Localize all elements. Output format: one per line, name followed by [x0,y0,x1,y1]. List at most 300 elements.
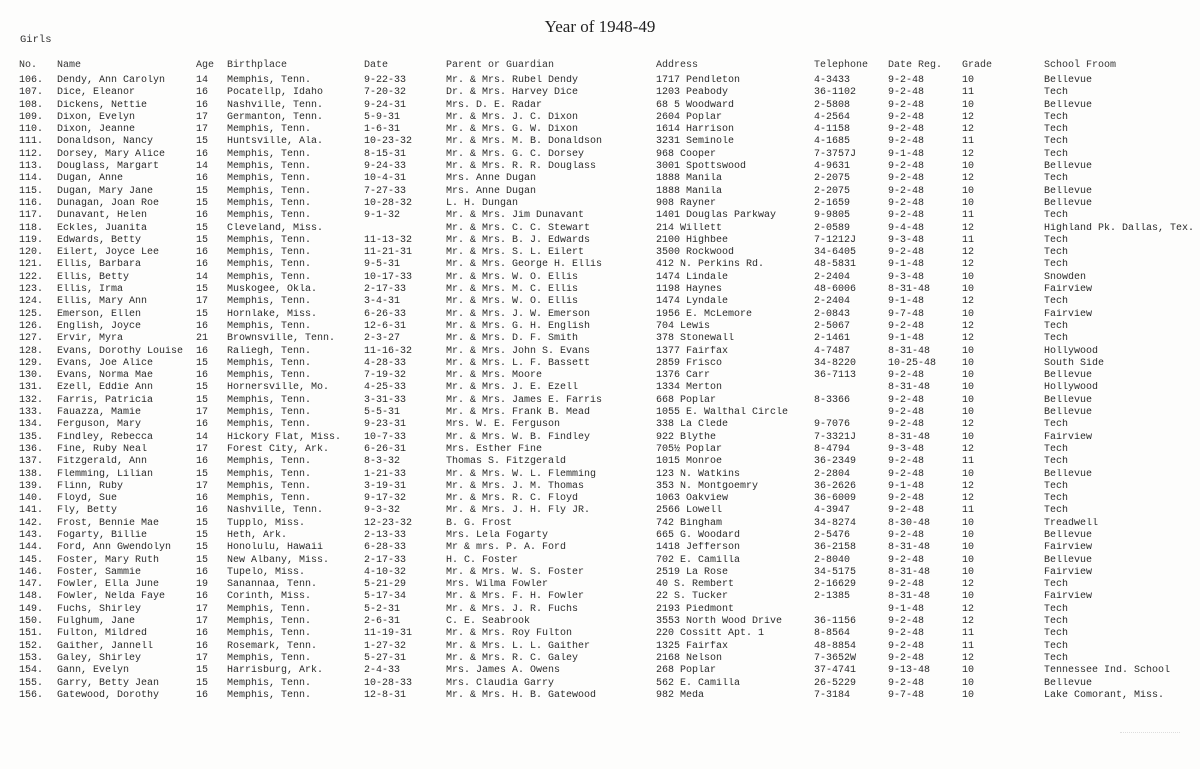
cell-no: 156. [19,689,44,701]
cell-date: 2-13-33 [364,529,407,541]
cell-school: Tech [1044,419,1069,431]
cell-telephone: 4-7487 [814,345,851,357]
cell-date: 10-7-33 [364,431,407,443]
cell-name: Farris, Patricia [57,394,154,406]
cell-address: 1614 Harrison [656,124,735,136]
cell-grade: 11 [962,640,975,652]
cell-telephone: 7-1212J [814,234,857,246]
cell-date-reg: 9-1-48 [888,333,925,345]
table-row [17,628,1195,640]
cell-grade: 11 [962,210,975,222]
cell-no: 148. [19,591,44,603]
cell-address: 2859 Frisco [656,357,723,369]
cell-date: 9-22-33 [364,75,407,86]
cell-no: 119. [19,234,44,246]
cell-address: 353 N. Montgoemry [656,480,759,492]
cell-address: 1474 Lyndale [656,296,729,308]
cell-age: 17 [196,407,209,419]
cell-date: 4-25-33 [364,382,407,394]
cell-age: 16 [196,493,209,505]
cell-address: 1717 Pendleton [656,75,741,86]
cell-no: 155. [19,677,44,689]
cell-no: 137. [19,456,44,468]
cell-birthplace: Tupelo, Miss. [227,566,306,578]
cell-grade: 10 [962,468,975,480]
cell-school: Tech [1044,652,1069,664]
cell-name: Edwards, Betty [57,234,142,246]
cell-birthplace: Memphis, Tenn. [227,394,312,406]
cell-telephone: 8-4794 [814,443,851,455]
cell-name: Donaldson, Nancy [57,136,154,148]
cell-school: Tech [1044,173,1069,185]
cell-age: 17 [196,443,209,455]
cell-age: 16 [196,628,209,640]
cell-school: Hollywood [1044,382,1099,394]
cell-grade: 11 [962,87,975,99]
cell-date: 9-1-32 [364,210,401,222]
cell-name: Ellis, Barbara [57,259,142,271]
column-header-age: Age [196,59,215,71]
cell-address: 40 S. Rembert [656,579,735,591]
cell-no: 109. [19,111,44,123]
cell-grade: 12 [962,443,975,455]
cell-address: 3500 Rockwood [656,247,735,259]
cell-address: 2168 Nelson [656,652,723,664]
cell-age: 16 [196,87,209,99]
cell-telephone: 2-1385 [814,591,851,603]
cell-no: 106. [19,75,44,86]
column-header-parent: Parent or Guardian [446,59,555,71]
cell-parent: Mrs. D. E. Radar [446,99,543,111]
table-row [17,444,1195,456]
cell-parent: Mrs. Esther Fine [446,443,543,455]
cell-school: Bellevue [1044,161,1093,173]
cell-address: 1474 Lindale [656,271,729,283]
cell-telephone: 2-2075 [814,185,851,197]
cell-age: 16 [196,640,209,652]
cell-telephone: 2-16629 [814,579,857,591]
table-row [17,296,1195,308]
cell-parent: Mrs. Lela Fogarty [446,529,549,541]
table-row [17,284,1195,296]
cell-date-reg: 8-31-48 [888,284,931,296]
cell-no: 115. [19,185,44,197]
cell-age: 16 [196,320,209,332]
cell-school: Bellevue [1044,554,1093,566]
cell-address: 2193 Piedmont [656,603,735,615]
cell-birthplace: Brownsville, Tenn. [227,333,336,345]
cell-date: 3-19-31 [364,480,407,492]
cell-name: Dixon, Jeanne [57,124,136,136]
cell-name: Dickens, Nettie [57,99,148,111]
cell-age: 15 [196,529,209,541]
cell-grade: 10 [962,99,975,111]
cell-date: 9-3-32 [364,505,401,517]
cell-date-reg: 9-2-48 [888,111,925,123]
cell-grade: 10 [962,407,975,419]
cell-date: 5-2-31 [364,603,401,615]
cell-no: 129. [19,357,44,369]
cell-date: 2-4-33 [364,665,401,677]
cell-date-reg: 9-2-48 [888,394,925,406]
cell-birthplace: Huntsville, Ala. [227,136,324,148]
cell-grade: 12 [962,259,975,271]
cell-date-reg: 9-2-48 [888,320,925,332]
cell-birthplace: Memphis, Tenn. [227,259,312,271]
cell-name: Floyd, Sue [57,493,118,505]
cell-parent: Mr. & Mrs. W. O. Ellis [446,271,579,283]
cell-parent: Mr. & Mrs. J. H. Fly JR. [446,505,591,517]
table-row [17,690,1195,702]
cell-birthplace: Memphis, Tenn. [227,173,312,185]
cell-no: 154. [19,665,44,677]
table-row [17,505,1195,517]
cell-no: 136. [19,443,44,455]
cell-date: 2-3-27 [364,333,401,345]
cell-address: 562 E. Camilla [656,677,741,689]
cell-no: 126. [19,320,44,332]
cell-date-reg: 9-2-48 [888,505,925,517]
cell-school: Snowden [1044,271,1087,283]
cell-birthplace: Memphis, Tenn. [227,628,312,640]
table-row [17,321,1195,333]
cell-age: 19 [196,579,209,591]
cell-grade: 10 [962,271,975,283]
cell-date: 1-6-31 [364,124,401,136]
table-row [17,542,1195,554]
cell-parent: Mrs. W. E. Ferguson [446,419,561,431]
cell-telephone: 2-0843 [814,308,851,320]
cell-no: 146. [19,566,44,578]
cell-school: Fairview [1044,566,1093,578]
cell-parent: Mr. & Mrs. R. C. Galey [446,652,579,664]
cell-date: 4-28-33 [364,357,407,369]
cell-name: Gatewood, Dorothy [57,689,160,701]
cell-address: 742 Bingham [656,517,723,529]
cell-birthplace: Memphis, Tenn. [227,197,312,209]
cell-date-reg: 8-31-48 [888,431,931,443]
table-row [17,456,1195,468]
cell-parent: Mrs. Claudia Garry [446,677,555,689]
cell-name: Fine, Ruby Neal [57,443,148,455]
cell-address: 2100 Highbee [656,234,729,246]
cell-school: Tech [1044,640,1069,652]
cell-school: Treadwell [1044,517,1099,529]
cell-school: Bellevue [1044,394,1093,406]
cell-parent: Mrs. James A. Owens [446,665,561,677]
cell-age: 16 [196,505,209,517]
cell-age: 16 [196,456,209,468]
cell-date-reg: 8-31-48 [888,591,931,603]
table-row [17,75,1195,87]
table-row [17,186,1195,198]
cell-telephone: 8-3366 [814,394,851,406]
cell-address: 702 E. Camilla [656,554,741,566]
cell-grade: 10 [962,394,975,406]
cell-grade: 12 [962,579,975,591]
cell-parent: Mr. & Mrs. W. L. Flemming [446,468,597,480]
cell-age: 16 [196,345,209,357]
cell-date: 4-10-32 [364,566,407,578]
cell-school: Bellevue [1044,529,1093,541]
cell-date-reg: 9-2-48 [888,456,925,468]
cell-age: 16 [196,148,209,160]
table-row [17,136,1195,148]
cell-school: Lake Comorant, Miss. [1044,689,1165,701]
cell-date: 9-24-33 [364,161,407,173]
cell-school: Tech [1044,505,1069,517]
section-label: Girls [20,34,52,46]
cell-school: Hollywood [1044,345,1099,357]
cell-telephone: 2-2075 [814,173,851,185]
cell-school: Tech [1044,296,1069,308]
cell-birthplace: Nashville, Tenn. [227,99,324,111]
cell-address: 1055 E. Walthal Circle [656,407,789,419]
cell-date: 9-17-32 [364,493,407,505]
cell-name: Fauazza, Mamie [57,407,142,419]
cell-birthplace: Memphis, Tenn. [227,480,312,492]
cell-parent: Mrs. Anne Dugan [446,185,537,197]
cell-address: 668 Poplar [656,394,717,406]
cell-grade: 12 [962,616,975,628]
cell-date-reg: 9-2-48 [888,370,925,382]
cell-school: Tech [1044,603,1069,615]
cell-date: 12-6-31 [364,320,407,332]
cell-birthplace: Raliegh, Tenn. [227,345,312,357]
cell-school: Bellevue [1044,197,1093,209]
cell-birthplace: Hornlake, Miss. [227,308,318,320]
cell-no: 123. [19,284,44,296]
cell-age: 16 [196,99,209,111]
cell-name: Fly, Betty [57,505,118,517]
cell-name: Foster, Sammie [57,566,142,578]
cell-parent: Mr. & Mrs. G. W. Dixon [446,124,579,136]
cell-address: 68 5 Woodward [656,99,735,111]
cell-no: 133. [19,407,44,419]
cell-age: 17 [196,616,209,628]
cell-birthplace: Memphis, Tenn. [227,296,312,308]
cell-no: 120. [19,247,44,259]
cell-grade: 10 [962,345,975,357]
cell-age: 15 [196,197,209,209]
cell-date-reg: 8-31-48 [888,345,931,357]
cell-parent: Mr. & Mrs. M. C. Ellis [446,284,579,296]
cell-telephone: 2-5476 [814,529,851,541]
table-row [17,112,1195,124]
cell-date-reg: 10-25-48 [888,357,937,369]
cell-age: 15 [196,665,209,677]
cell-age: 17 [196,480,209,492]
table-row [17,358,1195,370]
cell-parent: Mr. & Mrs. J. C. Dixon [446,111,579,123]
cell-parent: Dr. & Mrs. Harvey Dice [446,87,579,99]
cell-birthplace: Memphis, Tenn. [227,161,312,173]
cell-address: 2604 Poplar [656,111,723,123]
cell-telephone: 9-9805 [814,210,851,222]
cell-date: 11-19-31 [364,628,413,640]
cell-school: Highland Pk. Dallas, Tex. [1044,222,1195,234]
cell-no: 138. [19,468,44,480]
column-header-name: Name [57,59,82,71]
cell-parent: Mr. & Mrs. W. S. Foster [446,566,585,578]
cell-date-reg: 9-2-48 [888,407,925,419]
cell-parent: Mr. & Mrs. J. M. Thomas [446,480,585,492]
cell-parent: B. G. Frost [446,517,513,529]
cell-parent: H. C. Foster [446,554,519,566]
cell-school: Tech [1044,443,1069,455]
cell-address: 338 La Clede [656,419,729,431]
cell-birthplace: Rosemark, Tenn. [227,640,318,652]
table-row [17,432,1195,444]
cell-birthplace: Memphis, Tenn. [227,234,312,246]
cell-no: 132. [19,394,44,406]
cell-date-reg: 9-2-48 [888,468,925,480]
cell-address: 123 N. Watkins [656,468,741,480]
cell-telephone: 26-5229 [814,677,857,689]
cell-no: 145. [19,554,44,566]
cell-no: 141. [19,505,44,517]
cell-birthplace: Memphis, Tenn. [227,357,312,369]
cell-telephone [812,382,886,394]
cell-date-reg: 9-2-48 [888,185,925,197]
table-row [17,530,1195,542]
cell-birthplace: Hickory Flat, Miss. [227,431,342,443]
cell-age: 16 [196,210,209,222]
cell-age: 15 [196,677,209,689]
cell-grade: 12 [962,603,975,615]
cell-birthplace: Memphis, Tenn. [227,124,312,136]
cell-address: 412 N. Perkins Rd. [656,259,765,271]
table-row [17,272,1195,284]
cell-name: Fowler, Nelda Faye [57,591,166,603]
cell-parent: Mr. & Mrs. G. C. Dorsey [446,148,585,160]
cell-birthplace: Memphis, Tenn. [227,370,312,382]
cell-grade: 12 [962,652,975,664]
cell-birthplace: Memphis, Tenn. [227,271,312,283]
cell-school: Tech [1044,124,1069,136]
cell-age: 15 [196,284,209,296]
cell-date-reg: 9-2-48 [888,677,925,689]
cell-birthplace: Forest City, Ark. [227,443,330,455]
cell-no: 153. [19,652,44,664]
cell-school: Tech [1044,616,1069,628]
table-row [17,235,1195,247]
cell-date-reg: 9-2-48 [888,628,925,640]
cell-no: 122. [19,271,44,283]
cell-age: 15 [196,382,209,394]
table-row [17,567,1195,579]
cell-school: Tech [1044,111,1069,123]
cell-parent: Mr. & Mrs. John S. Evans [446,345,591,357]
cell-telephone: 4-2564 [814,111,851,123]
cell-address: 1888 Manila [656,173,723,185]
cell-grade: 10 [962,197,975,209]
cell-name: Douglass, Margart [57,161,160,173]
cell-telephone: 34-5175 [814,566,857,578]
cell-parent: Mr. & Mrs. Frank B. Mead [446,407,591,419]
cell-date [362,223,444,235]
cell-school: Tech [1044,259,1069,271]
cell-school: Fairview [1044,542,1093,554]
cell-name: Dunagan, Joan Roe [57,197,160,209]
column-header-date-reg: Date Reg. [888,59,943,71]
table-row [17,395,1195,407]
cell-age: 17 [196,603,209,615]
cell-date: 10-17-33 [364,271,413,283]
column-header-address: Address [656,59,699,71]
cell-parent: Thomas S. Fitzgerald [446,456,567,468]
cell-telephone: 2-5067 [814,320,851,332]
cell-date-reg: 9-2-48 [888,579,925,591]
page-title: Year of 1948-49 [544,17,656,36]
cell-name: Dendy, Ann Carolyn [57,75,166,86]
cell-grade: 10 [962,370,975,382]
cell-birthplace: Memphis, Tenn. [227,652,312,664]
cell-parent: L. H. Dungan [446,197,519,209]
cell-name: Ferguson, Mary [57,419,142,431]
cell-date: 9-24-31 [364,99,407,111]
cell-parent: Mr. & Mrs. Moore [446,370,543,382]
cell-grade: 12 [962,148,975,160]
cell-date: 5-17-34 [364,591,407,603]
cell-age: 17 [196,111,209,123]
cell-grade: 10 [962,517,975,529]
cell-name: Dixon, Evelyn [57,111,136,123]
cell-grade: 10 [962,529,975,541]
cell-parent: C. E. Seabrook [446,616,531,628]
cell-birthplace: Memphis, Tenn. [227,603,312,615]
cell-school: Tech [1044,210,1069,222]
cell-school: Bellevue [1044,99,1093,111]
cell-school: Tech [1044,579,1069,591]
cell-date: 12-23-32 [364,517,413,529]
cell-no: 116. [19,197,44,209]
cell-age: 15 [196,394,209,406]
cell-date-reg: 9-7-48 [888,308,925,320]
cell-grade: 12 [962,111,975,123]
cell-age: 16 [196,173,209,185]
cell-parent: Mrs. Anne Dugan [446,173,537,185]
cell-name: Fulton, Mildred [57,628,148,640]
cell-name: Foster, Mary Ruth [57,554,160,566]
table-row [17,665,1195,677]
cell-age: 15 [196,185,209,197]
cell-birthplace: Tupplo, Miss. [227,517,306,529]
cell-no: 110. [19,124,44,136]
cell-grade: 10 [962,185,975,197]
cell-name: Flemming, Lilian [57,468,154,480]
cell-date-reg: 9-2-48 [888,616,925,628]
cell-address: 22 S. Tucker [656,591,729,603]
cell-grade: 12 [962,296,975,308]
cell-no: 135. [19,431,44,443]
cell-date: 10-28-33 [364,677,413,689]
column-header-grade: Grade [962,59,993,71]
cell-telephone: 36-7113 [814,370,857,382]
cell-birthplace: Germanton, Tenn. [227,111,324,123]
table-row [17,591,1195,603]
cell-no: 150. [19,616,44,628]
cell-school: Tech [1044,136,1069,148]
cell-date-reg: 9-1-48 [888,296,925,308]
cell-birthplace: Memphis, Tenn. [227,185,312,197]
cell-grade: 10 [962,75,975,86]
cell-parent: Mr. & Mrs. J. R. Fuchs [446,603,579,615]
cell-age: 14 [196,431,209,443]
cell-grade: 10 [962,357,975,369]
cell-telephone: 2-0589 [814,222,851,234]
cell-age: 16 [196,419,209,431]
